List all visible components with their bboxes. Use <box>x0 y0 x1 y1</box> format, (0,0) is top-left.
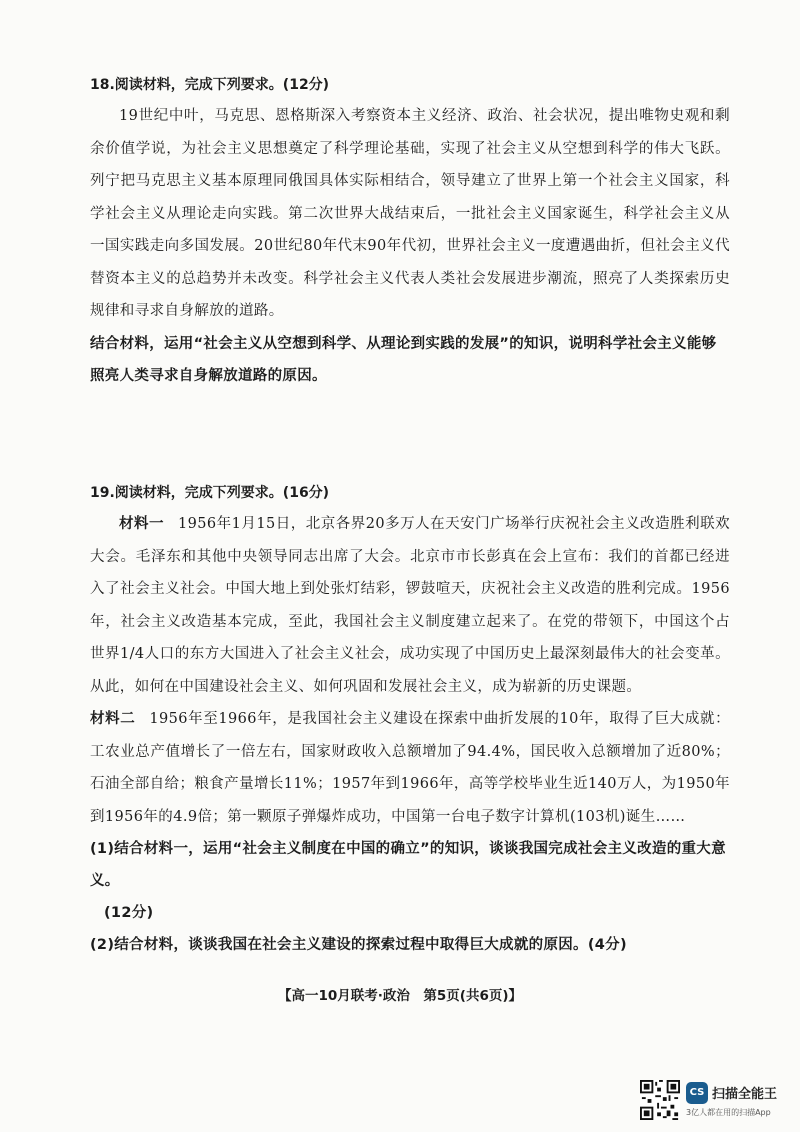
material-one-label: 材料一 <box>119 515 165 532</box>
question-19-header: 19.阅读材料，完成下列要求。(16分) <box>90 485 330 501</box>
material-one <box>90 508 730 703</box>
camscanner-tagline: 3亿人都在用的扫描App <box>686 1108 771 1117</box>
sub-question-1: (1)结合材料一，运用“社会主义制度在中国的确立”的知识，谈谈我国完成社会主义改造的重大意义。 <box>90 841 726 889</box>
sub-question-1-score: (12分) <box>104 905 154 921</box>
camscanner-logo: CS <box>686 1082 708 1104</box>
page-footer: 【高一10月联考·政治 第5页(共6页)】 <box>277 988 523 1004</box>
sub-question-2: (2)结合材料，谈谈我国在社会主义建设的探索过程中取得巨大成就的原因。(4分) <box>90 937 627 953</box>
material-two <box>90 703 730 833</box>
material-two-text: 1956年至1966年，是我国社会主义建设在探索中曲折发展的10年，取得了巨大成就：工农业总产值增长了一倍左右，国家财政收入总额增加了94.4%，国民收入总额增加了近80%；石油全部自给；粮食产量增长11%；1957年到1966年，高等学校毕业生近140万人，为1950年到1956年的4.9倍；第一颗原子弹爆炸成功，中国第一台电子数字计算机(103机)诞生…… <box>90 711 730 825</box>
material-one-text: 1956年1月15日，北京各界20多万人在天安门广场举行庆祝社会主义改造胜利联欢大会。毛泽东和其他中央领导同志出席了大会。北京市市长彭真在会上宣布：我们的首都已经进入了社会主义社会。中国大地上到处张灯结彩，锣鼓喧天，庆祝社会主义改造的胜利完成。1956年，社会主义改造基本完成，至此，我国社会主义制度建立起来了。在党的带领下，中国这个占世界1/4人口的东方大国进入了社会主义社会，成功实现了中国历史上最深刻最伟大的社会变革。从此，如何在中国建设社会主义、如何巩固和发展社会主义，成为崭新的历史课题。 <box>90 516 731 695</box>
question-18-header: 18.阅读材料，完成下列要求。(12分) <box>90 77 330 93</box>
question-18-material: 19世纪中叶，马克思、恩格斯深入考察资本主义经济、政治、社会状况，提出唯物史观和剩余价值学说，为社会主义思想奠定了科学理论基础，实现了社会主义从空想到科学的伟大飞跃。列宁把马克思主义基本原理同俄国具体实际相结合，领导建立了世界上第一个社会主义国家，科学社会主义从理论走向实践。第二次世界大战结束后，一批社会主义国家诞生，科学社会主义从一国实践走向多国发展。20世纪80年代末90年代初，世界社会主义一度遭遇曲折，但社会主义代替资本主义的总趋势并未改变。科学社会主义代表人类社会发展进步潮流，照亮了人类探索历史规律和寻求自身解放的道路。 <box>90 108 730 319</box>
scanner-watermark <box>640 1080 790 1122</box>
material-two-label: 材料二 <box>90 710 136 727</box>
camscanner-app-name: 扫描全能王 <box>712 1087 778 1102</box>
question-19 <box>90 478 730 961</box>
qr-code-icon <box>640 1080 680 1120</box>
question-18-requirement: 结合材料，运用“社会主义从空想到科学、从理论到实践的发展”的知识，说明科学社会主义能够照亮人类寻求自身解放道路的原因。 <box>90 335 717 384</box>
question-18 <box>90 70 730 392</box>
